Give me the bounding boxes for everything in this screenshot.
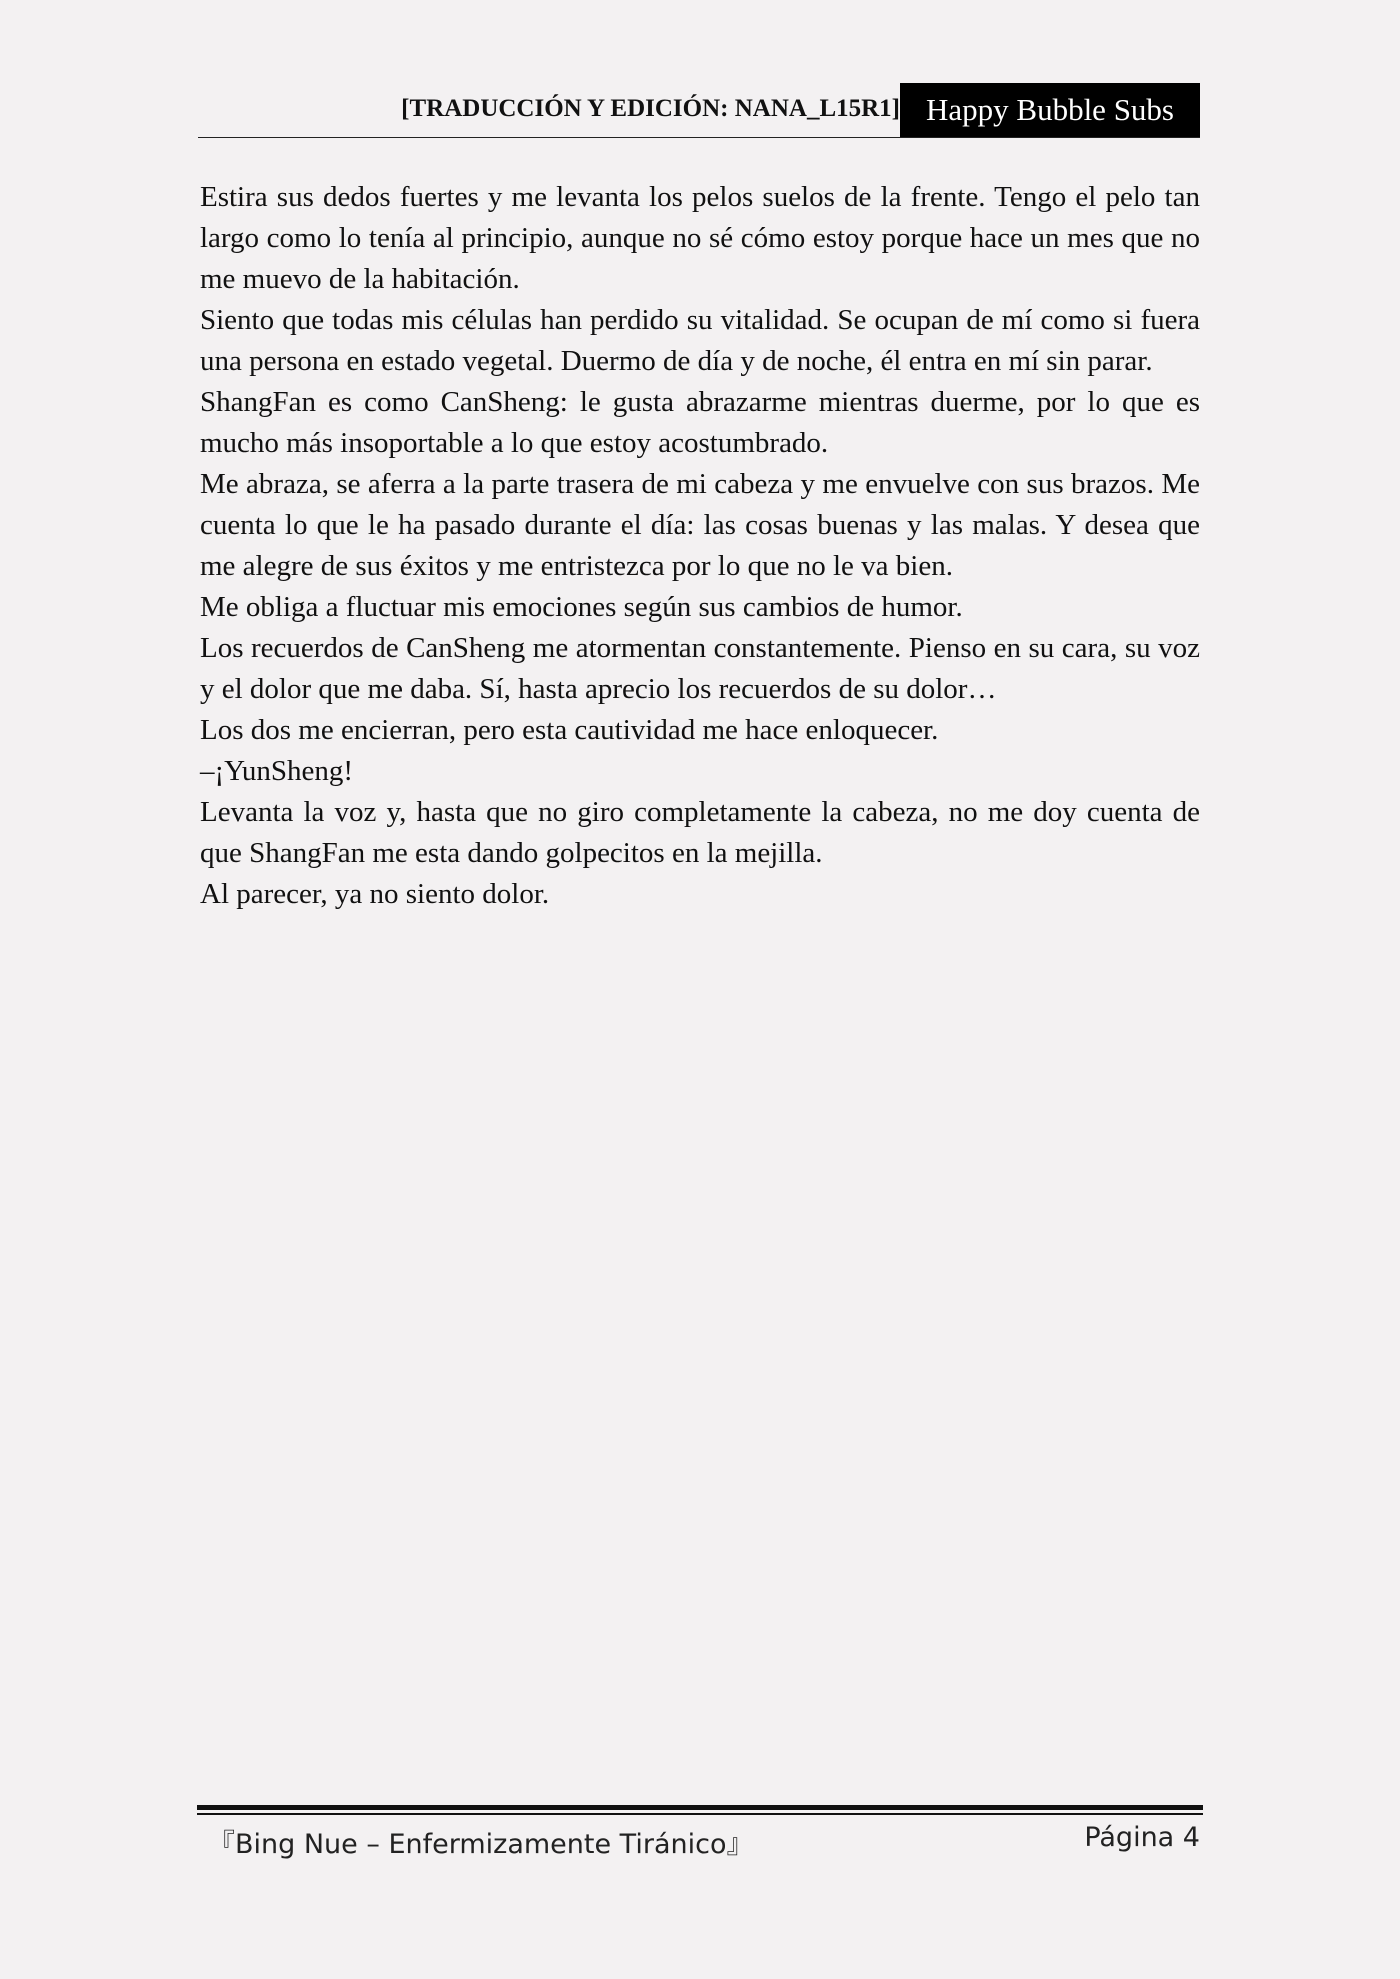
brand-label: Happy Bubble Subs (900, 83, 1200, 137)
page-number: Página 4 (1084, 1822, 1200, 1853)
paragraph: ShangFan es como CanSheng: le gusta abrazarme mientras duerme, por lo que es mucho más insoportable a lo que estoy acostumbrado. (200, 386, 1200, 459)
paragraph: Los dos me encierran, pero esta cautividad me hace enloquecer. (200, 714, 939, 746)
dialogue-line: –¡YunSheng! (200, 755, 354, 787)
paragraph: Me abraza, se aferra a la parte trasera de mi cabeza y me envuelve con sus brazos. Me cuenta lo que le ha pasado durante el día: las cosas buenas y las malas. Y desea que me alegre de sus éxitos y me entristezca por lo que no le va bien. (200, 468, 1200, 582)
paragraph: Al parecer, ya no siento dolor. (200, 878, 550, 910)
page-header (198, 83, 1200, 138)
paragraph: Me obliga a fluctuar mis emociones según sus cambios de humor. (200, 591, 963, 623)
paragraph: Siento que todas mis células han perdido su vitalidad. Se ocupan de mí como si fuera una persona en estado vegetal. Duermo de día y de noche, él entra en mí sin parar. (200, 304, 1200, 377)
footer-divider-thick (197, 1805, 1203, 1810)
translator-credit: [TRADUCCIÓN Y EDICIÓN: NANA_L15R1] (401, 95, 900, 122)
paragraph: Los recuerdos de CanSheng me atormentan constantemente. Pienso en su cara, su voz y el dolor que me daba. Sí, hasta aprecio los recuerdos de su dolor… (200, 632, 1200, 705)
paragraph: Estira sus dedos fuertes y me levanta los pelos suelos de la frente. Tengo el pelo tan largo como lo tenía al principio, aunque no sé cómo estoy porque hace un mes que no me muevo de la habitación. (200, 181, 1200, 295)
footer-divider-thin (197, 1813, 1203, 1815)
body-text (200, 177, 1200, 915)
paragraph: Levanta la voz y, hasta que no giro completamente la cabeza, no me doy cuenta de que ShangFan me esta dando golpecitos en la mejilla. (200, 796, 1200, 869)
book-title: 『Bing Nue – Enfermizamente Tiránico』 (208, 1829, 754, 1860)
